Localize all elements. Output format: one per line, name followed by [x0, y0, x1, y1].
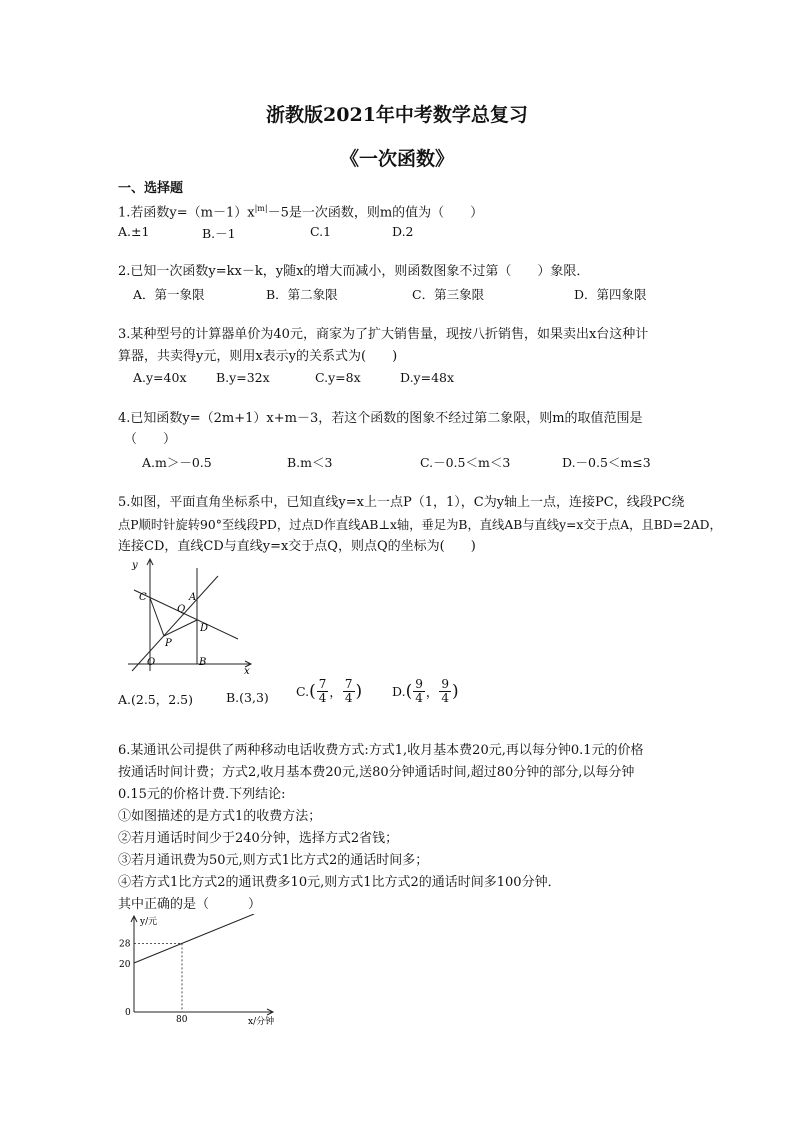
q5-label-x: x — [244, 666, 250, 674]
q5-label-y: y — [132, 560, 138, 571]
q5-d-y-denominator: 4 — [441, 691, 449, 705]
q6-statement-4: ④若方式1比方式2的通讯费多10元,则方式1比方式2的通话时间多100分钟． — [118, 875, 561, 890]
q6-y-tick-20: 20 — [119, 960, 131, 970]
q5-option-b: B.(3,3) — [226, 690, 269, 705]
q1-stem-a: 1.若函数y=（m－1）x — [118, 205, 255, 221]
section-heading: 一、选择题 — [118, 181, 184, 196]
q5-label-o: O — [147, 657, 156, 668]
q3-option-d: D.y=48x — [400, 370, 455, 385]
q6-y-tick-28: 28 — [119, 939, 131, 950]
q5-option-d-close-paren: ) — [452, 681, 459, 702]
q5-option-c-open-paren: ( — [309, 681, 316, 702]
question-5-stem-line1: 5.如图，平面直角坐标系中，已知直线y=x上一点P（1，1），C为y轴上一点，连接PC，线段PC绕 — [118, 495, 685, 510]
q5-option-d-comma: ， — [425, 684, 439, 700]
q6-fee-chart — [118, 914, 278, 1026]
question-6-stem-line3: 0.15元的价格计费.下列结论: — [118, 787, 286, 802]
q5-c-y-numerator: 7 — [344, 677, 353, 691]
q1-option-a: A.±1 — [118, 224, 150, 239]
q1-option-c: C.1 — [310, 224, 332, 239]
q4-option-d: D.－0.5＜m≤3 — [562, 455, 651, 470]
question-5-stem-line3: 连接CD，直线CD与直线y=x交于点Q，则点Q的坐标为( ) — [118, 539, 476, 554]
q5-option-c-prefix: C. — [296, 684, 310, 699]
q5-option-c-close-paren: ) — [355, 681, 363, 702]
q5-option-d-fraction-y — [439, 678, 451, 705]
q2-option-c: C．第三象限 — [412, 287, 485, 302]
q3-option-b: B.y=32x — [216, 370, 270, 385]
q5-option-c-comma: ， — [329, 684, 342, 700]
q6-statement-3: ③若月通讯费为50元,则方式1比方式2的通话时间多； — [118, 853, 429, 868]
q5-label-c: C — [139, 592, 147, 603]
q6-statement-1: ①如图描述的是方式1的收费方法； — [118, 809, 322, 824]
q5-option-d-open-paren: ( — [405, 681, 413, 702]
q5-c-x-denominator: 4 — [318, 691, 327, 705]
q5-d-y-numerator: 9 — [441, 677, 449, 691]
question-1-stem — [118, 198, 483, 224]
q5-d-x-denominator: 4 — [415, 691, 423, 705]
q5-d-x-numerator: 9 — [415, 677, 423, 691]
q2-option-b: B．第二象限 — [266, 287, 338, 302]
q5-label-q: Q — [177, 604, 186, 615]
page-subtitle: 《一次函数》 — [339, 148, 454, 170]
q5-option-a: A.(2.5，2.5) — [118, 692, 194, 707]
q5-label-p: P — [165, 638, 172, 649]
q5-option-d-prefix: D. — [392, 684, 406, 699]
q4-option-a: A.m＞－0.5 — [142, 455, 212, 470]
q5-coordinate-figure — [120, 556, 260, 674]
q4-option-c: C.－0.5＜m＜3 — [420, 455, 511, 470]
q5-option-d — [392, 678, 459, 705]
question-4-stem-line2: （ ） — [124, 432, 177, 447]
question-6-stem-line1: 6.某通讯公司提供了两种移动电话收费方式:方式1,收月基本费20元,再以每分钟0.1元的价格 — [118, 743, 644, 758]
q5-label-d: D — [200, 623, 209, 634]
q2-option-d: D．第四象限 — [574, 287, 647, 302]
question-2-stem: 2.已知一次函数y=kx－k，y随x的增大而减小，则函数图象不过第（ ）象限． — [118, 264, 590, 279]
q5-c-y-denominator: 4 — [344, 691, 353, 705]
q3-option-a: A.y=40x — [133, 370, 187, 385]
q6-x-label: x/分钟 — [248, 1017, 275, 1026]
q5-option-c-fraction-x — [317, 678, 329, 705]
q5-segment-pd — [164, 620, 197, 636]
q1-stem-b: －5是一次函数，则m的值为（ ） — [267, 205, 484, 221]
q6-x-tick-80: 80 — [176, 1015, 188, 1025]
q5-option-c-fraction-y — [343, 678, 355, 705]
q1-exponent: |m| — [254, 204, 268, 213]
q5-c-x-numerator: 7 — [318, 677, 327, 691]
question-6-stem-line2: 按通话时间计费；方式2,收月基本费20元,送80分钟通话时间,超过80分钟的部分,以每分钟 — [118, 765, 635, 780]
page-title: 浙教版2021年中考数学总复习 — [266, 104, 528, 126]
q5-option-c — [296, 678, 362, 705]
q1-option-b: B.－1 — [202, 226, 236, 241]
q6-y-label: y/元 — [140, 917, 158, 927]
q5-option-d-fraction-x — [413, 678, 425, 705]
q4-option-b: B.m＜3 — [287, 455, 333, 470]
q5-label-b: B — [199, 657, 207, 668]
q3-option-c: C.y=8x — [315, 370, 361, 385]
q6-ask: 其中正确的是（ ） — [118, 897, 262, 912]
q2-option-a: A．第一象限 — [133, 287, 205, 302]
question-5-stem-line2: 点P顺时针旋转90°至线段PD，过点D作直线AB⊥x轴，垂足为B，直线AB与直线y=x交于点A，且BD=2AD， — [118, 518, 722, 532]
question-4-stem-line1: 4.已知函数y=（2m+1）x+m－3，若这个函数的图象不经过第二象限，则m的取值范围是 — [118, 411, 643, 426]
q6-statement-2: ②若月通话时间少于240分钟，选择方式2省钱； — [118, 831, 399, 846]
q6-origin-label: 0 — [125, 1008, 131, 1018]
q5-label-a: A — [189, 592, 197, 603]
question-3-stem-line1: 3.某种型号的计算器单价为40元，商家为了扩大销售量，现按八折销售，如果卖出x台这种计 — [118, 327, 649, 342]
q5-segment-pc — [150, 598, 164, 636]
question-3-stem-line2: 算器，共卖得y元，则用x表示y的关系式为( ) — [118, 349, 398, 364]
q1-option-d: D.2 — [392, 224, 414, 239]
